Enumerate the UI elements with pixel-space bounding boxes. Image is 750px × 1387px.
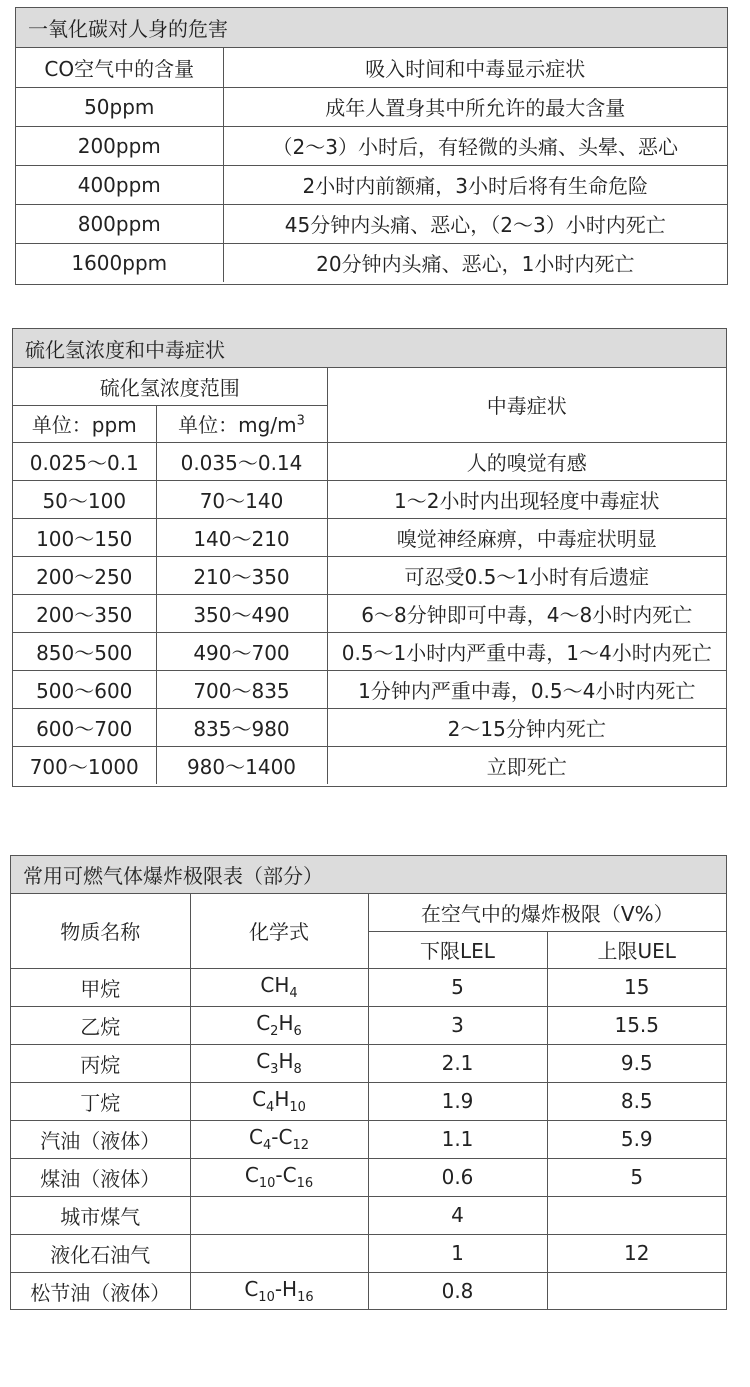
gas-table-body xyxy=(11,894,726,1310)
h2s-mg-cell: 350～490 xyxy=(156,594,327,632)
h2s-row xyxy=(13,594,726,632)
gas-row xyxy=(11,1082,726,1120)
gas-row xyxy=(11,1006,726,1044)
formula-subscript: 6 xyxy=(293,1024,302,1039)
h2s-header-row-1 xyxy=(13,368,726,405)
gas-lel-cell: 3 xyxy=(368,1006,547,1044)
gas-formula-cell xyxy=(190,1006,368,1044)
h2s-symptom-cell: 1～2小时内出现轻度中毒症状 xyxy=(327,480,726,518)
gas-name-cell: 松节油（液体） xyxy=(11,1272,190,1310)
formula-element: H xyxy=(274,1087,290,1111)
co-row xyxy=(16,165,727,204)
gas-row xyxy=(11,968,726,1006)
h2s-table xyxy=(13,368,726,784)
h2s-row xyxy=(13,746,726,784)
formula-subscript: 10 xyxy=(289,1100,306,1115)
gas-uel-cell: 15.5 xyxy=(547,1006,726,1044)
h2s-symptom-cell: 0.5～1小时内严重中毒，1～4小时内死亡 xyxy=(327,632,726,670)
formula-subscript: 10 xyxy=(258,1290,275,1306)
h2s-ppm-cell: 100～150 xyxy=(13,518,156,556)
gas-uel-cell xyxy=(547,1272,726,1310)
h2s-ppm-cell: 200～250 xyxy=(13,556,156,594)
h2s-ppm-cell: 50～100 xyxy=(13,480,156,518)
h2s-mg-cell: 835～980 xyxy=(156,708,327,746)
gas-name-cell: 甲烷 xyxy=(11,968,190,1006)
h2s-mg-cell: 490～700 xyxy=(156,632,327,670)
h2s-symptom-cell: 6～8分钟即可中毒，4～8小时内死亡 xyxy=(327,594,726,632)
co-symptom-cell: （2～3）小时后，有轻微的头痛、头晕、恶心 xyxy=(223,126,727,165)
formula-element: -C xyxy=(275,1163,297,1187)
h2s-table-title: 硫化氢浓度和中毒症状 xyxy=(13,329,726,368)
formula-element: C xyxy=(244,1163,259,1187)
h2s-row xyxy=(13,518,726,556)
formula-element: H xyxy=(274,973,290,997)
formula-element: C xyxy=(249,1125,263,1149)
h2s-mg-cell: 0.035～0.14 xyxy=(156,442,327,480)
h2s-symptom-cell: 人的嗅觉有感 xyxy=(327,442,726,480)
co-header-row xyxy=(16,48,727,87)
formula-subscript: 12 xyxy=(292,1138,309,1153)
co-symptom-cell: 成年人置身其中所允许的最大含量 xyxy=(223,87,727,126)
gas-uel-cell: 5 xyxy=(547,1158,726,1196)
gas-uel-cell: 5.9 xyxy=(547,1120,726,1158)
gas-row xyxy=(11,1158,726,1196)
gas-row xyxy=(11,1120,726,1158)
gas-formula-cell xyxy=(190,1044,368,1082)
h2s-mg-cell: 70～140 xyxy=(156,480,327,518)
h2s-symptom-cell: 1分钟内严重中毒，0.5～4小时内死亡 xyxy=(327,670,726,708)
co-row xyxy=(16,204,727,243)
gas-name-cell: 乙烷 xyxy=(11,1006,190,1044)
formula-subscript: 3 xyxy=(270,1062,279,1077)
gas-lel-cell: 0.6 xyxy=(368,1158,547,1196)
gas-name-cell: 汽油（液体） xyxy=(11,1120,190,1158)
formula-element: C xyxy=(244,1277,259,1302)
gas-formula-cell xyxy=(190,1120,368,1158)
gas-header-uel: 上限UEL xyxy=(547,931,726,968)
co-row xyxy=(16,126,727,165)
formula-element: H xyxy=(278,1049,294,1073)
co-content-cell: 400ppm xyxy=(16,165,223,204)
h2s-row xyxy=(13,442,726,480)
h2s-symptom-cell: 立即死亡 xyxy=(327,746,726,784)
h2s-row xyxy=(13,480,726,518)
formula-subscript: 8 xyxy=(293,1062,302,1077)
gas-header-name: 物质名称 xyxy=(11,894,190,968)
co-content-cell: 1600ppm xyxy=(16,243,223,282)
gas-uel-cell: 8.5 xyxy=(547,1082,726,1120)
formula-element: C xyxy=(256,1011,271,1035)
co-content-cell: 50ppm xyxy=(16,87,223,126)
h2s-ppm-cell: 500～600 xyxy=(13,670,156,708)
gas-formula-cell xyxy=(190,1234,368,1272)
formula-element: C xyxy=(252,1087,267,1111)
formula-element: -C xyxy=(271,1125,293,1149)
gas-header-limit: 在空气中的爆炸极限（V%） xyxy=(368,894,726,931)
formula-element: -H xyxy=(274,1277,298,1302)
gas-lel-cell: 1.1 xyxy=(368,1120,547,1158)
h2s-row xyxy=(13,670,726,708)
gas-formula-cell xyxy=(190,1196,368,1234)
h2s-mg-cell: 700～835 xyxy=(156,670,327,708)
gas-name-cell: 城市煤气 xyxy=(11,1196,190,1234)
co-table-body xyxy=(16,48,727,282)
gas-uel-cell: 9.5 xyxy=(547,1044,726,1082)
gas-lel-cell: 4 xyxy=(368,1196,547,1234)
h2s-ppm-cell: 200～350 xyxy=(13,594,156,632)
formula-element: C xyxy=(256,1049,271,1073)
gas-header-row-1 xyxy=(11,894,726,931)
gas-row xyxy=(11,1272,726,1310)
gas-lel-cell: 1 xyxy=(368,1234,547,1272)
co-symptom-cell: 20分钟内头痛、恶心，1小时内死亡 xyxy=(223,243,727,282)
formula-element: H xyxy=(278,1011,294,1035)
formula-subscript: 4 xyxy=(262,1138,272,1153)
formula-subscript: 16 xyxy=(296,1176,314,1191)
gas-uel-cell xyxy=(547,1196,726,1234)
h2s-row xyxy=(13,708,726,746)
h2s-ppm-cell: 0.025～0.1 xyxy=(13,442,156,480)
h2s-panel xyxy=(12,328,727,787)
gas-formula-cell xyxy=(190,1082,368,1120)
gas-table-title: 常用可燃气体爆炸极限表（部分） xyxy=(11,856,726,894)
h2s-ppm-cell: 600～700 xyxy=(13,708,156,746)
formula-subscript: 2 xyxy=(270,1024,279,1039)
gas-row xyxy=(11,1044,726,1082)
gas-formula-cell xyxy=(190,1272,368,1310)
h2s-mg-cell: 980～1400 xyxy=(156,746,327,784)
formula-element: C xyxy=(260,973,275,997)
co-header-content: CO空气中的含量 xyxy=(16,48,223,87)
gas-header-formula: 化学式 xyxy=(190,894,368,968)
gas-name-cell: 丙烷 xyxy=(11,1044,190,1082)
co-table-title: 一氧化碳对人身的危害 xyxy=(16,8,727,48)
h2s-ppm-cell: 700～1000 xyxy=(13,746,156,784)
co-table xyxy=(16,48,727,282)
h2s-unit-mg-sup: 3 xyxy=(296,413,305,429)
gas-lel-cell: 0.8 xyxy=(368,1272,547,1310)
gas-uel-cell: 12 xyxy=(547,1234,726,1272)
gas-formula-cell xyxy=(190,1158,368,1196)
co-content-cell: 200ppm xyxy=(16,126,223,165)
h2s-ppm-cell: 850～500 xyxy=(13,632,156,670)
co-symptom-cell: 45分钟内头痛、恶心，（2～3）小时内死亡 xyxy=(223,204,727,243)
co-row xyxy=(16,87,727,126)
h2s-unit-mg-text: 单位：mg/m xyxy=(178,413,297,437)
gas-name-cell: 丁烷 xyxy=(11,1082,190,1120)
gas-table xyxy=(11,894,726,1310)
h2s-unit-ppm: 单位：ppm xyxy=(13,405,156,442)
co-header-symptom: 吸入时间和中毒显示症状 xyxy=(223,48,727,87)
gas-header-lel: 下限LEL xyxy=(368,931,547,968)
co-hazard-panel xyxy=(15,7,728,285)
gas-formula-cell xyxy=(190,968,368,1006)
gas-limit-panel xyxy=(10,855,727,1310)
h2s-symptom-cell: 2～15分钟内死亡 xyxy=(327,708,726,746)
h2s-unit-mg xyxy=(156,405,327,442)
h2s-symptom-cell: 可忍受0.5～1小时有后遗症 xyxy=(327,556,726,594)
gas-name-cell: 煤油（液体） xyxy=(11,1158,190,1196)
h2s-mg-cell: 210～350 xyxy=(156,556,327,594)
gas-name-cell: 液化石油气 xyxy=(11,1234,190,1272)
h2s-row xyxy=(13,556,726,594)
h2s-symptom-header: 中毒症状 xyxy=(327,368,726,442)
gas-uel-cell: 15 xyxy=(547,968,726,1006)
h2s-symptom-cell: 嗅觉神经麻痹，中毒症状明显 xyxy=(327,518,726,556)
gas-lel-cell: 2.1 xyxy=(368,1044,547,1082)
formula-subscript: 4 xyxy=(266,1100,275,1115)
h2s-range-header: 硫化氢浓度范围 xyxy=(13,368,327,405)
h2s-mg-cell: 140～210 xyxy=(156,518,327,556)
formula-subscript: 10 xyxy=(258,1176,276,1191)
h2s-table-body xyxy=(13,368,726,784)
gas-lel-cell: 5 xyxy=(368,968,547,1006)
gas-row xyxy=(11,1196,726,1234)
formula-subscript: 16 xyxy=(297,1290,314,1306)
gas-lel-cell: 1.9 xyxy=(368,1082,547,1120)
h2s-row xyxy=(13,632,726,670)
gas-row xyxy=(11,1234,726,1272)
co-symptom-cell: 2小时内前额痛，3小时后将有生命危险 xyxy=(223,165,727,204)
formula-subscript: 4 xyxy=(289,986,298,1001)
co-content-cell: 800ppm xyxy=(16,204,223,243)
co-row xyxy=(16,243,727,282)
